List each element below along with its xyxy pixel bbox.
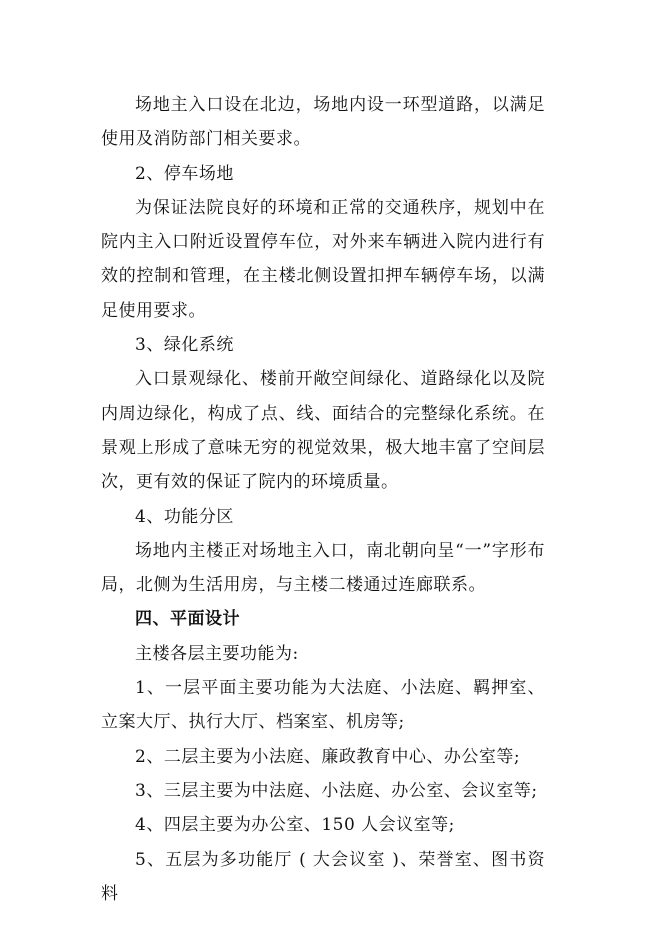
section-floor-plan-heading: 四、平面设计 xyxy=(135,609,240,630)
list-item-floor-3: 3、三层主要为中法庭、小法庭、办公室、会议室等; xyxy=(135,780,538,801)
list-item-floor-4: 4、四层主要为办公室、150 人会议室等; xyxy=(135,815,455,836)
list-item-floor-2: 2、二层主要为小法庭、廉政教育中心、办公室等; xyxy=(135,746,521,767)
paragraph-greening: 入口景观绿化、楼前开敞空间绿化、道路绿化以及院内周边绿化，构成了点、线、面结合的完整绿化系统。在景观上形成了意味无穷的视觉效果，极大地丰富了空间层次，更有效的保证了院内的环境质量。 xyxy=(101,369,545,493)
list-item-floor-5: 5、五层为多功能厅 ( 大会议室 )、荣誉室、图书资料 xyxy=(101,849,545,904)
list-item-floor-1: 1、一层平面主要功能为大法庭、小法庭、羁押室、立案大厅、执行大厅、档案室、机房等; xyxy=(101,678,545,733)
paragraph-site-entrance: 场地主入口设在北边，场地内设一环型道路，以满足使用及消防部门相关要求。 xyxy=(101,95,545,150)
section-zoning-title: 4、功能分区 xyxy=(135,506,234,527)
document-body xyxy=(101,88,545,911)
section-greening-title: 3、绿化系统 xyxy=(135,335,234,356)
paragraph-floor-intro: 主楼各层主要功能为: xyxy=(135,643,299,664)
paragraph-zoning: 场地内主楼正对场地主入口，南北朝向呈“一”字形布局，北侧为生活用房，与主楼二楼通过连廊联系。 xyxy=(101,540,545,596)
paragraph-parking: 为保证法院良好的环境和正常的交通秩序，规划中在院内主入口附近设置停车位，对外来车辆进入院内进行有效的控制和管理，在主楼北侧设置扣押车辆停车场，以满足使用要求。 xyxy=(101,197,545,321)
section-parking-title: 2、停车场地 xyxy=(135,163,234,184)
